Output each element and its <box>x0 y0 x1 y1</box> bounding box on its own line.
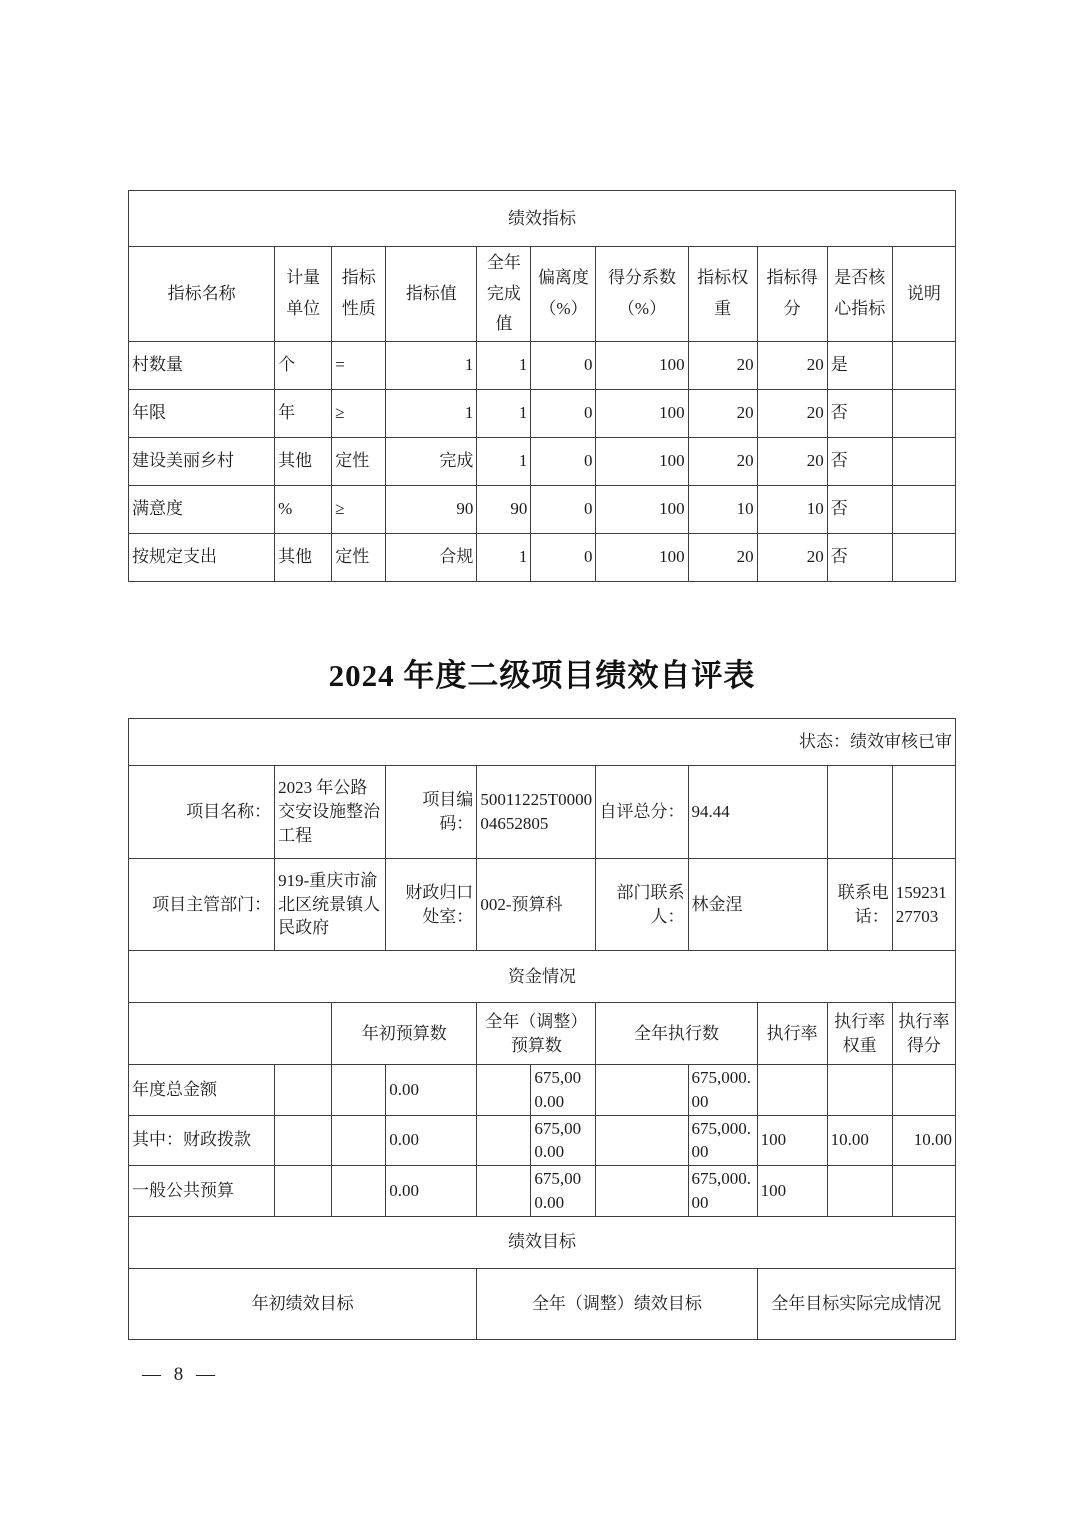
cell: 20 <box>688 389 757 437</box>
cell: 100 <box>596 533 688 581</box>
cell: 村数量 <box>129 341 275 389</box>
header-cell: 执行率得分 <box>892 1003 955 1065</box>
cell <box>892 1065 955 1116</box>
funding-label: 一般公共预算 <box>129 1166 275 1217</box>
header-cell: 指标性质 <box>332 247 386 342</box>
cell <box>892 1166 955 1217</box>
cell: 100 <box>757 1166 827 1217</box>
cell: 675,000.00 <box>531 1115 596 1166</box>
cell: 其他 <box>275 533 332 581</box>
cell: 建设美丽乡村 <box>129 437 275 485</box>
header-cell: 偏离度（%） <box>531 247 596 342</box>
cell: 0 <box>531 389 596 437</box>
cell <box>892 766 955 859</box>
cell <box>892 437 955 485</box>
header-cell: 指标值 <box>386 247 477 342</box>
funding-row <box>129 1065 956 1116</box>
cell: 0.00 <box>386 1115 477 1166</box>
cell: 100 <box>596 437 688 485</box>
table-row <box>129 437 956 485</box>
header-cell: 得分系数（%） <box>596 247 688 342</box>
cell: 10.00 <box>827 1115 892 1166</box>
header-cell <box>129 1003 332 1065</box>
status-row <box>129 719 956 766</box>
header-cell: 全年完成值 <box>477 247 531 342</box>
funding-label: 年度总金额 <box>129 1065 275 1116</box>
cell: 100 <box>596 485 688 533</box>
cell: 20 <box>688 533 757 581</box>
funding-header-row <box>129 1003 956 1065</box>
cell: 10 <box>757 485 827 533</box>
cell: 1 <box>477 533 531 581</box>
cell: 10.00 <box>892 1115 955 1166</box>
cell: 20 <box>757 437 827 485</box>
cell <box>827 766 892 859</box>
field-label: 部门联系人： <box>596 859 688 951</box>
field-value: 94.44 <box>688 766 827 859</box>
cell <box>892 533 955 581</box>
cell: 1 <box>477 389 531 437</box>
performance-indicators-table <box>128 190 956 582</box>
cell: 否 <box>827 437 892 485</box>
header-cell: 执行率权重 <box>827 1003 892 1065</box>
cell: 否 <box>827 485 892 533</box>
cell: 满意度 <box>129 485 275 533</box>
field-label: 项目名称： <box>129 766 275 859</box>
cell <box>827 1065 892 1116</box>
cell: 20 <box>757 389 827 437</box>
header-cell: 指标得分 <box>757 247 827 342</box>
cell <box>892 341 955 389</box>
cell: 定性 <box>332 437 386 485</box>
cell <box>275 1115 332 1166</box>
table-row <box>129 533 956 581</box>
cell: 90 <box>386 485 477 533</box>
field-label: 财政归口处室： <box>386 859 477 951</box>
cell <box>275 1166 332 1217</box>
cell: 1 <box>386 341 477 389</box>
table-row <box>129 485 956 533</box>
cell: 20 <box>757 341 827 389</box>
cell <box>892 485 955 533</box>
cell: 10 <box>688 485 757 533</box>
cell: 0 <box>531 437 596 485</box>
cell: 0.00 <box>386 1065 477 1116</box>
cell <box>757 1065 827 1116</box>
cell: 100 <box>596 341 688 389</box>
field-value: 50011225T000004652805 <box>477 766 596 859</box>
cell: 合规 <box>386 533 477 581</box>
header-cell: 全年目标实际完成情况 <box>757 1268 955 1339</box>
cell <box>332 1115 386 1166</box>
cell: % <box>275 485 332 533</box>
cell <box>477 1115 531 1166</box>
field-value: 002-预算科 <box>477 859 596 951</box>
funding-label: 其中：财政拨款 <box>129 1115 275 1166</box>
field-value: 919-重庆市渝北区统景镇人民政府 <box>275 859 386 951</box>
table-section-row <box>129 191 956 247</box>
self-evaluation-table <box>128 718 956 1340</box>
status-text: 状态：绩效审核已审 <box>129 719 956 766</box>
field-label: 项目编码： <box>386 766 477 859</box>
cell: 100 <box>596 389 688 437</box>
table-row <box>129 341 956 389</box>
cell: 是 <box>827 341 892 389</box>
cell: 完成 <box>386 437 477 485</box>
table-row <box>129 389 956 437</box>
cell: 1 <box>477 341 531 389</box>
cell: 年限 <box>129 389 275 437</box>
cell: 个 <box>275 341 332 389</box>
project-info-row <box>129 766 956 859</box>
funding-row <box>129 1115 956 1166</box>
cell: 0 <box>531 485 596 533</box>
column-header-row <box>129 247 956 342</box>
page-title: 2024 年度二级项目绩效自评表 <box>328 658 756 693</box>
goal-header-row <box>129 1268 956 1339</box>
cell <box>596 1115 688 1166</box>
cell: 675,000.00 <box>688 1166 757 1217</box>
project-info-row <box>129 859 956 951</box>
cell <box>477 1065 531 1116</box>
section-header: 绩效目标 <box>129 1216 956 1268</box>
cell <box>596 1166 688 1217</box>
cell: 675,000.00 <box>531 1065 596 1116</box>
field-label: 联系电话： <box>827 859 892 951</box>
field-value: 林金涅 <box>688 859 827 951</box>
header-cell: 计量单位 <box>275 247 332 342</box>
header-cell: 执行率 <box>757 1003 827 1065</box>
section-header: 绩效指标 <box>129 191 956 247</box>
table-section-row <box>129 1216 956 1268</box>
field-label: 自评总分： <box>596 766 688 859</box>
cell: 其他 <box>275 437 332 485</box>
header-cell: 指标名称 <box>129 247 275 342</box>
cell: 675,000.00 <box>688 1115 757 1166</box>
cell: 20 <box>757 533 827 581</box>
field-value: 15923127703 <box>892 859 955 951</box>
cell: 年 <box>275 389 332 437</box>
header-cell: 说明 <box>892 247 955 342</box>
cell: ≥ <box>332 485 386 533</box>
field-value: 2023 年公路交安设施整治工程 <box>275 766 386 859</box>
header-cell: 指标权重 <box>688 247 757 342</box>
cell: 0 <box>531 341 596 389</box>
cell: 0 <box>531 533 596 581</box>
cell <box>477 1166 531 1217</box>
section-header: 资金情况 <box>129 951 956 1003</box>
header-cell: 年初绩效目标 <box>129 1268 477 1339</box>
cell <box>827 1166 892 1217</box>
header-cell: 全年（调整）预算数 <box>477 1003 596 1065</box>
cell <box>332 1065 386 1116</box>
header-cell: 全年（调整）绩效目标 <box>477 1268 757 1339</box>
cell: 1 <box>386 389 477 437</box>
cell: 0.00 <box>386 1166 477 1217</box>
page-number: — 8 — <box>142 1364 219 1385</box>
header-cell: 年初预算数 <box>332 1003 477 1065</box>
cell: ≥ <box>332 389 386 437</box>
cell: 20 <box>688 341 757 389</box>
table-section-row <box>129 951 956 1003</box>
cell: 675,000.00 <box>531 1166 596 1217</box>
cell: = <box>332 341 386 389</box>
cell: 90 <box>477 485 531 533</box>
cell: 675,000.00 <box>688 1065 757 1116</box>
field-label: 项目主管部门： <box>129 859 275 951</box>
header-cell: 是否核心指标 <box>827 247 892 342</box>
header-cell: 全年执行数 <box>596 1003 757 1065</box>
cell <box>596 1065 688 1116</box>
cell <box>332 1166 386 1217</box>
cell: 按规定支出 <box>129 533 275 581</box>
cell <box>275 1065 332 1116</box>
cell: 20 <box>688 437 757 485</box>
funding-row <box>129 1166 956 1217</box>
cell: 定性 <box>332 533 386 581</box>
cell <box>892 389 955 437</box>
cell: 1 <box>477 437 531 485</box>
cell: 否 <box>827 389 892 437</box>
cell: 100 <box>757 1115 827 1166</box>
cell: 否 <box>827 533 892 581</box>
